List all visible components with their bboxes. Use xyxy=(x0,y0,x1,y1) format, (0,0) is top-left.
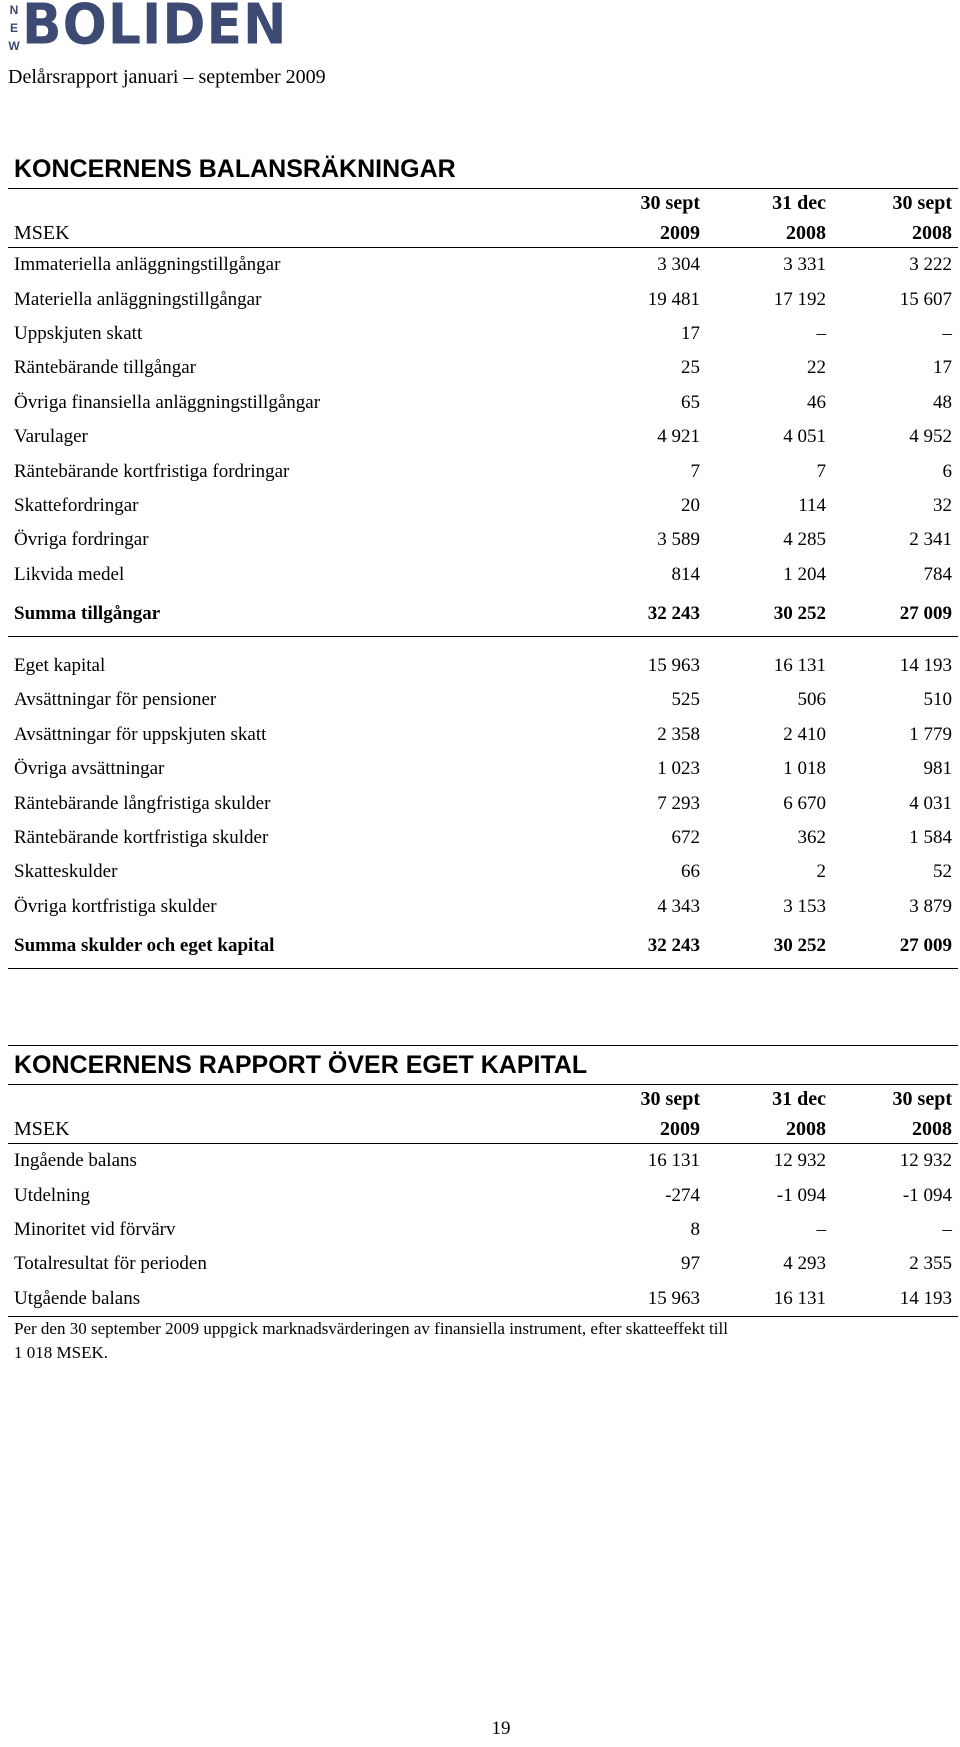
table-row xyxy=(8,683,958,717)
row-label: Räntebärande långfristiga skulder xyxy=(14,792,271,814)
cell-value: 7 293 xyxy=(657,792,700,814)
cell-value: 32 xyxy=(933,494,952,516)
table-row xyxy=(8,523,958,557)
cell-value: 15 963 xyxy=(647,655,700,677)
column-header-line: 30 sept xyxy=(640,1088,700,1110)
balance-sheet-section xyxy=(8,150,958,969)
cell-value: 15 607 xyxy=(899,288,952,310)
cell-value: 4 343 xyxy=(657,895,700,917)
cell-value: 2 xyxy=(816,861,826,883)
cell-value: 15 963 xyxy=(647,1287,700,1309)
cell-value: 2 410 xyxy=(783,723,826,745)
report-subtitle: Delårsrapport januari – september 2009 xyxy=(8,66,326,88)
equity-section xyxy=(8,1045,958,1365)
cell-value: 17 192 xyxy=(773,288,826,310)
column-header xyxy=(706,1085,832,1143)
column-header-line: 2009 xyxy=(660,222,700,244)
row-label: Skattefordringar xyxy=(14,494,139,516)
column-header-line: 2008 xyxy=(786,222,826,244)
cell-value: – xyxy=(942,1218,952,1240)
cell-value: -1 094 xyxy=(902,1184,952,1206)
cell-value: 506 xyxy=(797,689,826,711)
cell-value: 510 xyxy=(923,689,952,711)
footnote-line: 1 018 MSEK. xyxy=(14,1342,108,1362)
cell-value: 6 xyxy=(942,460,952,482)
cell-value: 32 243 xyxy=(647,602,700,624)
column-header-line: 31 dec xyxy=(772,192,826,214)
cell-value: 65 xyxy=(681,391,700,413)
cell-value: 66 xyxy=(681,861,700,883)
row-label: Eget kapital xyxy=(14,655,106,677)
cell-value: 27 009 xyxy=(899,935,952,957)
table-row xyxy=(8,420,958,454)
column-header xyxy=(832,1085,958,1143)
cell-value: 4 952 xyxy=(909,426,952,448)
cell-value: 52 xyxy=(933,861,952,883)
cell-value: 1 584 xyxy=(909,827,952,849)
column-header-line: 2008 xyxy=(912,222,952,244)
row-label: Räntebärande kortfristiga skulder xyxy=(14,827,269,849)
table-row xyxy=(8,386,958,420)
cell-value: 17 xyxy=(933,357,952,379)
unit-label: MSEK xyxy=(14,1118,70,1140)
row-label: Summa tillgångar xyxy=(14,602,161,624)
footnote xyxy=(8,1317,874,1365)
assets-rows xyxy=(8,248,958,592)
cell-value: 4 921 xyxy=(657,426,700,448)
cell-value: -1 094 xyxy=(776,1184,826,1206)
row-label: Övriga kortfristiga skulder xyxy=(14,895,217,917)
logo-new-prefix xyxy=(8,4,20,52)
logo-wordmark: BOLIDEN xyxy=(22,0,288,58)
table-row xyxy=(8,1282,958,1317)
cell-value: 2 358 xyxy=(657,723,700,745)
cell-value: 4 293 xyxy=(783,1253,826,1275)
cell-value: 6 670 xyxy=(783,792,826,814)
row-label: Utdelning xyxy=(14,1184,90,1206)
table-row xyxy=(8,718,958,752)
row-label: Övriga fordringar xyxy=(14,529,149,551)
footnote-line: Per den 30 september 2009 uppgick marknadsvärderingen av finansiella instrument, efter skatteeffekt till xyxy=(14,1318,728,1338)
column-header-line: 30 sept xyxy=(640,192,700,214)
table-row xyxy=(8,317,958,351)
row-label: Avsättningar för pensioner xyxy=(14,689,217,711)
row-label: Likvida medel xyxy=(14,563,125,585)
balance-column-header xyxy=(8,189,958,248)
cell-value: 3 331 xyxy=(783,254,826,276)
column-header xyxy=(832,189,958,247)
unit-label: MSEK xyxy=(14,222,70,244)
cell-value: 114 xyxy=(798,494,826,516)
cell-value: 981 xyxy=(923,758,952,780)
cell-value: 3 879 xyxy=(909,895,952,917)
cell-value: 3 153 xyxy=(783,895,826,917)
cell-value: 525 xyxy=(671,689,700,711)
cell-value: 30 252 xyxy=(773,935,826,957)
table-row xyxy=(8,1247,958,1281)
column-header-line: 31 dec xyxy=(772,1088,826,1110)
liabilities-rows xyxy=(8,649,958,924)
row-label: Utgående balans xyxy=(14,1287,141,1309)
row-label: Varulager xyxy=(14,426,88,448)
cell-value: 3 589 xyxy=(657,529,700,551)
logo-letter: N xyxy=(9,3,19,17)
cell-value: 2 341 xyxy=(909,529,952,551)
cell-value: 46 xyxy=(807,391,826,413)
cell-value: 17 xyxy=(681,322,700,344)
table-row xyxy=(8,1144,958,1178)
column-header-line: 2009 xyxy=(660,1118,700,1140)
row-label: Totalresultat för perioden xyxy=(14,1253,207,1275)
equity-rows xyxy=(8,1144,958,1317)
logo-letter: W xyxy=(8,39,20,53)
cell-value: – xyxy=(816,322,826,344)
column-header xyxy=(706,189,832,247)
cell-value: 97 xyxy=(681,1253,700,1275)
cell-value: 1 779 xyxy=(909,723,952,745)
row-label: Räntebärande tillgångar xyxy=(14,357,197,379)
row-label: Summa skulder och eget kapital xyxy=(14,935,275,957)
cell-value: 672 xyxy=(671,827,700,849)
table-row xyxy=(8,649,958,683)
cell-value: 32 243 xyxy=(647,935,700,957)
cell-value: 19 481 xyxy=(647,288,700,310)
column-header-line: 30 sept xyxy=(892,1088,952,1110)
logo-letter: E xyxy=(9,21,18,35)
column-header xyxy=(580,1085,706,1143)
row-label: Skatteskulder xyxy=(14,861,118,883)
balance-sheet-title: KONCERNENS BALANSRÄKNINGAR xyxy=(8,150,958,189)
row-label: Räntebärande kortfristiga fordringar xyxy=(14,460,290,482)
table-row xyxy=(8,890,958,924)
row-label: Uppskjuten skatt xyxy=(14,322,143,344)
row-label: Immateriella anläggningstillgångar xyxy=(14,254,281,276)
cell-value: 12 932 xyxy=(773,1150,826,1172)
cell-value: 16 131 xyxy=(773,655,826,677)
cell-value: 784 xyxy=(923,563,952,585)
column-header xyxy=(580,189,706,247)
table-row xyxy=(8,821,958,855)
row-label: Minoritet vid förvärv xyxy=(14,1218,176,1240)
row-label: Övriga avsättningar xyxy=(14,758,165,780)
cell-value: 27 009 xyxy=(899,602,952,624)
table-row xyxy=(8,1178,958,1212)
cell-value: 22 xyxy=(807,357,826,379)
cell-value: 2 355 xyxy=(909,1253,952,1275)
table-row xyxy=(8,558,958,592)
page-number: 19 xyxy=(491,1718,511,1739)
cell-value: 362 xyxy=(797,827,826,849)
cell-value: -274 xyxy=(665,1184,700,1206)
cell-value: 814 xyxy=(671,563,700,585)
cell-value: – xyxy=(816,1218,826,1240)
cell-value: 7 xyxy=(690,460,700,482)
cell-value: 25 xyxy=(681,357,700,379)
cell-value: 30 252 xyxy=(773,602,826,624)
cell-value: 3 304 xyxy=(657,254,700,276)
cell-value: 14 193 xyxy=(899,1287,952,1309)
table-row xyxy=(8,351,958,385)
cell-value: 12 932 xyxy=(899,1150,952,1172)
cell-value: – xyxy=(942,322,952,344)
row-label: Ingående balans xyxy=(14,1150,137,1172)
table-row xyxy=(8,752,958,786)
cell-value: 16 131 xyxy=(647,1150,700,1172)
table-row xyxy=(8,454,958,488)
cell-value: 16 131 xyxy=(773,1287,826,1309)
cell-value: 1 204 xyxy=(783,563,826,585)
cell-value: 4 285 xyxy=(783,529,826,551)
table-row xyxy=(8,1213,958,1247)
cell-value: 4 051 xyxy=(783,426,826,448)
cell-value: 20 xyxy=(681,494,700,516)
table-row xyxy=(8,855,958,889)
table-row xyxy=(8,786,958,820)
table-row xyxy=(8,489,958,523)
company-logo xyxy=(8,0,288,58)
liabilities-total-row xyxy=(8,924,958,969)
table-row xyxy=(8,282,958,316)
cell-value: 1 018 xyxy=(783,758,826,780)
cell-value: 1 023 xyxy=(657,758,700,780)
table-row xyxy=(8,248,958,282)
cell-value: 7 xyxy=(816,460,826,482)
cell-value: 8 xyxy=(690,1218,700,1240)
cell-value: 4 031 xyxy=(909,792,952,814)
cell-value: 48 xyxy=(933,391,952,413)
row-label: Övriga finansiella anläggningstillgångar xyxy=(14,391,321,413)
column-header-line: 2008 xyxy=(912,1118,952,1140)
cell-value: 3 222 xyxy=(909,254,952,276)
column-header-line: 2008 xyxy=(786,1118,826,1140)
row-label: Avsättningar för uppskjuten skatt xyxy=(14,723,267,745)
assets-total-row xyxy=(8,592,958,637)
column-header-line: 30 sept xyxy=(892,192,952,214)
cell-value: 14 193 xyxy=(899,655,952,677)
equity-title: KONCERNENS RAPPORT ÖVER EGET KAPITAL xyxy=(8,1046,958,1085)
equity-column-header xyxy=(8,1085,958,1144)
row-label: Materiella anläggningstillgångar xyxy=(14,288,262,310)
